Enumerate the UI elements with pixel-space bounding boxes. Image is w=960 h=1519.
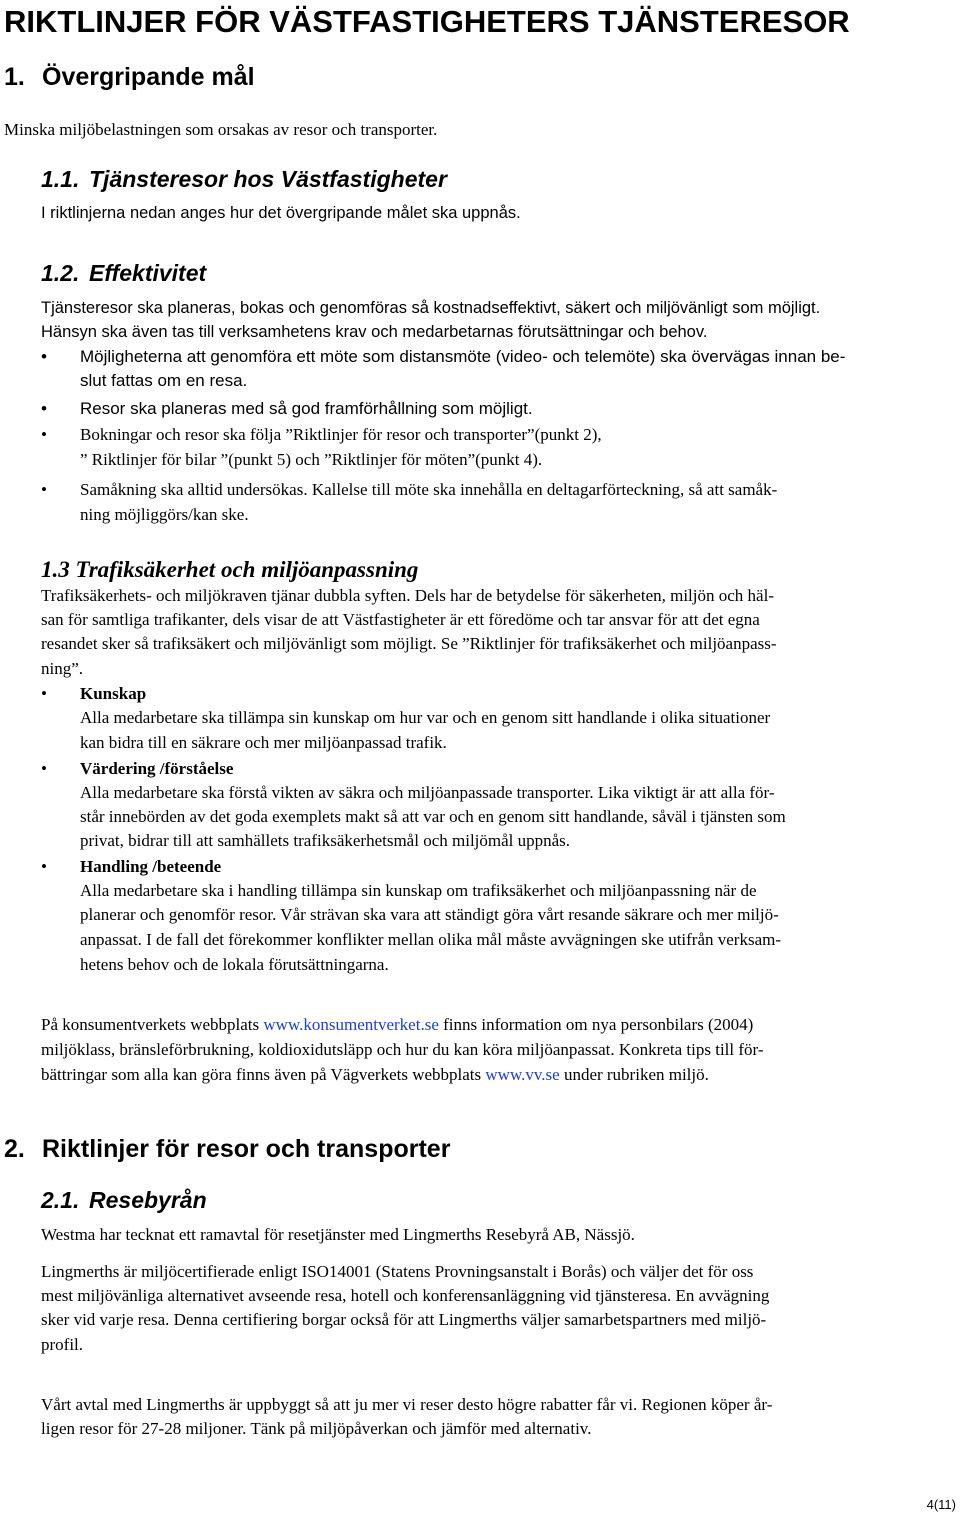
bullet-line: slut fattas om en resa. [80,371,248,390]
section-title: Övergripande mål [42,63,255,91]
bullet-line: Samåkning ska alltid undersökas. Kallelse till möte ska innehålla en deltagarförteckning, så att samåk- [80,480,778,499]
vv-link[interactable]: www.vv.se [485,1065,560,1084]
section-title: Resebyrån [89,1187,207,1213]
bullet-icon: • [41,480,47,499]
paragraph-line [41,1063,709,1088]
paragraph-line: Westma har tecknat ett ramavtal för resetjänster med Lingmerths Resebyrå AB, Nässjö. [41,1225,635,1244]
paragraph-line: ligen resor för 27-28 miljoner. Tänk på miljöpåverkan och jämför med alternativ. [41,1419,592,1438]
konsumentverket-link[interactable]: www.konsumentverket.se [263,1015,439,1034]
bullet-line: Bokningar och resor ska följa ”Riktlinjer för resor och transporter”(punkt 2), [80,425,602,444]
paragraph-line: sker vid varje resa. Denna certifiering borgar också för att Lingmerths väljer samarbetspartners med miljö- [41,1310,767,1329]
bullet-line: kan bidra till en säkrare och mer miljöanpassad trafik. [80,733,447,752]
bullet-icon: • [41,399,47,418]
text-run: bättringar som alla kan göra finns även på Vägverkets webbplats [41,1065,486,1084]
section-number: 1.2. [41,260,80,286]
section-1-2-heading [41,258,206,288]
bullet-line: hetens behov och de lokala förutsättningarna. [80,955,389,974]
bullet-line: privat, bidrar till att samhällets trafiksäkerhetsmål och miljömål uppnås. [80,831,571,850]
text-run: under rubriken miljö. [559,1065,709,1084]
bullet-title: Kunskap [80,684,147,703]
section-number: 2. [4,1135,25,1163]
bullet-line: anpassat. I de fall det förekommer konflikter mellan olika mål måste avvägningen ske utifrån verksam- [80,930,782,949]
bullet-title: Handling /beteende [80,857,222,876]
paragraph-line: Tjänsteresor ska planeras, bokas och genomföras så kostnadseffektivt, säkert och miljövänligt som möjligt. [41,299,821,317]
bullet-icon: • [41,684,47,703]
bullet-line: Alla medarbetare ska i handling tillämpa sin kunskap om trafiksäkerhet och miljöanpassning när de [80,881,757,900]
bullet-line: står innebörden av det goda exemplets makt så att var och en genom sitt handlande, såväl i tjänsten som [80,807,786,826]
bullet-icon: • [41,759,47,778]
paragraph-line: Trafiksäkerhets- och miljökraven tjänar dubbla syften. Dels har de betydelse för säkerheten, miljön och häl- [41,586,774,605]
paragraph-line [41,1013,753,1038]
paragraph-line: Vårt avtal med Lingmerths är uppbyggt så att ju mer vi reser desto högre rabatter får vi. Regionen köper år- [41,1395,773,1414]
text-run: finns information om nya personbilars (2004) [438,1015,754,1034]
section-title: Tjänsteresor hos Västfastigheter [89,166,447,192]
bullet-line: ” Riktlinjer för bilar ”(punkt 5) och ”Riktlinjer för möten”(punkt 4). [80,450,543,469]
paragraph-line: miljöklass, bränsleförbrukning, koldioxidutsläpp och hur du kan köra miljöanpassat. Konkreta tips till för- [41,1040,764,1059]
bullet-line: Alla medarbetare ska förstå vikten av säkra och miljöanpassade transporter. Lika viktigt är att alla för- [80,783,775,802]
section-1-text: Minska miljöbelastningen som orsakas av resor och transporter. [4,120,438,139]
bullet-line: ning möjliggörs/kan ske. [80,505,249,524]
page-number: 4(11) [926,1497,956,1512]
paragraph-line: ning”. [41,659,84,678]
paragraph-line: resandet sker så trafiksäkert och miljövänligt som möjligt. Se ”Riktlinjer för trafiksäkerhet och miljöanpass- [41,634,777,653]
bullet-icon: • [41,857,47,876]
text-run: På konsumentverkets webbplats [41,1015,264,1034]
section-number: 1. [4,63,25,91]
bullet-line: planerar och genomför resor. Vår strävan ska vara att ständigt göra vårt resande säkrare och mer miljö- [80,905,779,924]
document-title: RIKTLINJER FÖR VÄSTFASTIGHETERS TJÄNSTERESOR [4,4,850,39]
paragraph-line: mest miljövänliga alternativet avseende resa, hotell och konferensanläggning vid tjänsteresa. En avvägning [41,1286,770,1305]
bullet-line: Möjligheterna att genomföra ett möte som distansmöte (video- och telemöte) ska övervägas innan be- [80,347,846,366]
paragraph-line: Lingmerths är miljöcertifierade enligt ISO14001 (Statens Provningsanstalt i Borås) och väljer det för oss [41,1262,754,1281]
section-number: 1.1. [41,166,80,192]
section-1-1-heading [41,164,447,194]
bullet-title: Värdering /förståelse [80,759,234,778]
section-2-heading [4,1132,450,1166]
section-title: Effektivitet [89,260,207,286]
section-2-1-heading [41,1185,207,1215]
bullet-icon: • [41,347,47,366]
bullet-line: Alla medarbetare ska tillämpa sin kunskap om hur var och en genom sitt handlande i olika situationer [80,708,771,727]
section-1-heading [4,60,255,94]
bullet-line: Resor ska planeras med så god framförhållning som möjligt. [80,399,533,418]
section-number: 2.1. [41,1187,80,1213]
section-1-3-heading: 1.3 Trafiksäkerhet och miljöanpassning [41,557,419,582]
paragraph-line: Hänsyn ska även tas till verksamhetens krav och medarbetarnas förutsättningar och behov. [41,323,708,341]
section-1-1-text: I riktlinjerna nedan anges hur det övergripande målet ska uppnås. [41,204,521,222]
paragraph-line: san för samtliga trafikanter, dels visar de att Västfastigheter är ett föredöme och tar ansvar för att det egna [41,610,760,629]
section-title: Riktlinjer för resor och transporter [42,1135,451,1163]
bullet-icon: • [41,425,47,444]
paragraph-line: profil. [41,1335,84,1354]
